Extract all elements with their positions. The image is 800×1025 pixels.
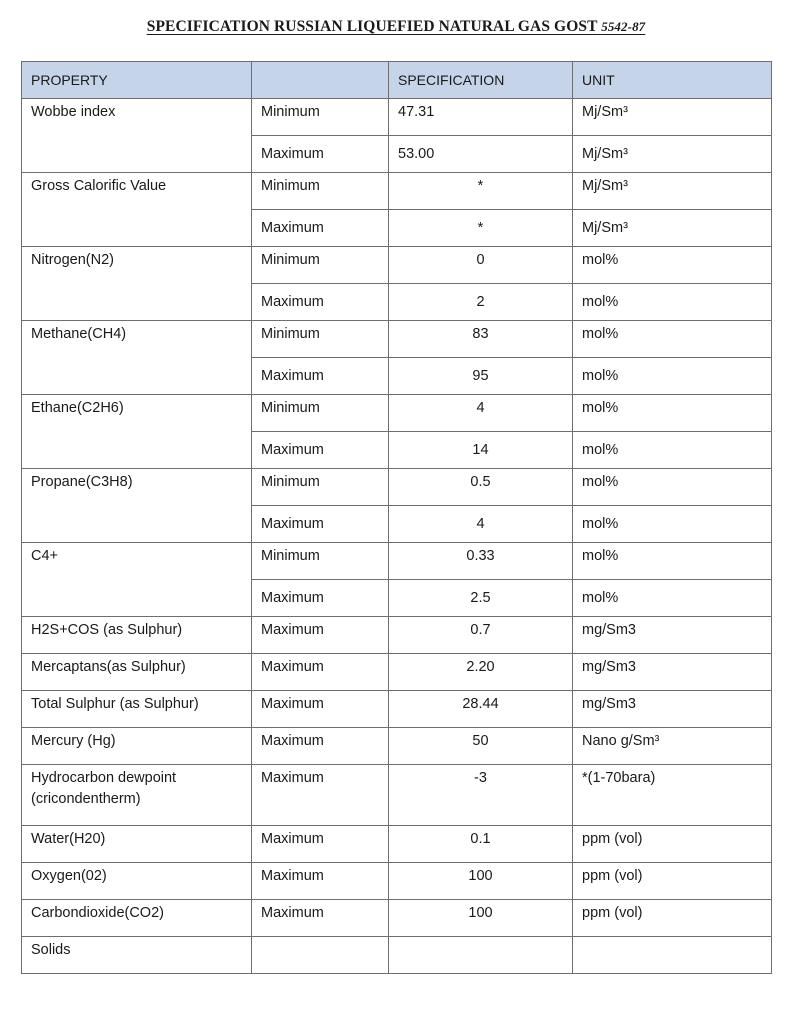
specification-value-cell: 28.44 xyxy=(389,691,573,728)
limit-level-cell: Maximum xyxy=(252,580,389,617)
limit-level-cell: Maximum xyxy=(252,358,389,395)
property-cell: Water(H20) xyxy=(22,826,252,863)
specification-value-cell: 100 xyxy=(389,863,573,900)
unit-cell: mg/Sm3 xyxy=(573,654,772,691)
property-cell: H2S+COS (as Sulphur) xyxy=(22,617,252,654)
specification-value-cell: * xyxy=(389,210,573,247)
table-row xyxy=(22,247,772,284)
specification-value-cell: 4 xyxy=(389,395,573,432)
title-main: SPECIFICATION RUSSIAN LIQUEFIED NATURAL GAS GOST xyxy=(146,18,598,35)
table-row xyxy=(22,765,772,826)
specification-value-cell: 2.5 xyxy=(389,580,573,617)
limit-level-cell: Maximum xyxy=(252,284,389,321)
table-row xyxy=(22,617,772,654)
specification-value-cell: 83 xyxy=(389,321,573,358)
limit-level-cell: Minimum xyxy=(252,247,389,284)
specification-value-cell: 2 xyxy=(389,284,573,321)
table-row xyxy=(22,469,772,506)
unit-cell: mol% xyxy=(573,469,772,506)
specification-value-cell: 53.00 xyxy=(389,136,573,173)
header-property: PROPERTY xyxy=(22,62,252,99)
specification-value-cell: 0.5 xyxy=(389,469,573,506)
limit-level-cell: Maximum xyxy=(252,765,389,826)
limit-level-cell: Maximum xyxy=(252,617,389,654)
limit-level-cell: Minimum xyxy=(252,469,389,506)
unit-cell: mol% xyxy=(573,432,772,469)
specification-value-cell: 0.7 xyxy=(389,617,573,654)
header-level xyxy=(252,62,389,99)
unit-cell: mol% xyxy=(573,506,772,543)
property-cell: Oxygen(02) xyxy=(22,863,252,900)
specification-value-cell: 14 xyxy=(389,432,573,469)
specification-value-cell xyxy=(389,937,573,974)
unit-cell: Mj/Sm³ xyxy=(573,99,772,136)
table-row xyxy=(22,395,772,432)
specification-value-cell: 0 xyxy=(389,247,573,284)
limit-level-cell: Maximum xyxy=(252,728,389,765)
unit-cell: mol% xyxy=(573,395,772,432)
property-cell: Hydrocarbon dewpoint (cricondentherm) xyxy=(22,765,252,826)
unit-cell: ppm (vol) xyxy=(573,826,772,863)
table-row xyxy=(22,99,772,136)
specification-value-cell: 47.31 xyxy=(389,99,573,136)
limit-level-cell: Minimum xyxy=(252,395,389,432)
limit-level-cell: Maximum xyxy=(252,654,389,691)
limit-level-cell: Maximum xyxy=(252,210,389,247)
specification-value-cell: 2.20 xyxy=(389,654,573,691)
unit-cell: mol% xyxy=(573,247,772,284)
table-header-row xyxy=(22,62,772,99)
property-cell: Propane(C3H8) xyxy=(22,469,252,543)
table-row xyxy=(22,691,772,728)
property-cell: C4+ xyxy=(22,543,252,617)
table-row xyxy=(22,937,772,974)
limit-level-cell: Maximum xyxy=(252,506,389,543)
property-cell: Carbondioxide(CO2) xyxy=(22,900,252,937)
table-row xyxy=(22,543,772,580)
header-specification: SPECIFICATION xyxy=(389,62,573,99)
limit-level-cell: Maximum xyxy=(252,136,389,173)
limit-level-cell: Minimum xyxy=(252,543,389,580)
specification-value-cell: 0.1 xyxy=(389,826,573,863)
table-row xyxy=(22,654,772,691)
unit-cell: mg/Sm3 xyxy=(573,617,772,654)
limit-level-cell: Maximum xyxy=(252,863,389,900)
unit-cell: mol% xyxy=(573,543,772,580)
limit-level-cell xyxy=(252,937,389,974)
unit-cell: Mj/Sm³ xyxy=(573,136,772,173)
unit-cell: mol% xyxy=(573,358,772,395)
table-row xyxy=(22,863,772,900)
unit-cell xyxy=(573,937,772,974)
unit-cell: mol% xyxy=(573,284,772,321)
title-standard-number: 5542-87 xyxy=(601,19,646,34)
specification-value-cell: -3 xyxy=(389,765,573,826)
property-cell: Solids xyxy=(22,937,252,974)
unit-cell: Nano g/Sm³ xyxy=(573,728,772,765)
specification-value-cell: 95 xyxy=(389,358,573,395)
limit-level-cell: Maximum xyxy=(252,432,389,469)
limit-level-cell: Maximum xyxy=(252,900,389,937)
unit-cell: Mj/Sm³ xyxy=(573,210,772,247)
specification-value-cell: * xyxy=(389,173,573,210)
document-title xyxy=(0,18,792,36)
limit-level-cell: Minimum xyxy=(252,321,389,358)
property-cell: Mercury (Hg) xyxy=(22,728,252,765)
property-cell: Total Sulphur (as Sulphur) xyxy=(22,691,252,728)
unit-cell: *(1-70bara) xyxy=(573,765,772,826)
table-row xyxy=(22,173,772,210)
table-row xyxy=(22,728,772,765)
limit-level-cell: Maximum xyxy=(252,691,389,728)
unit-cell: mol% xyxy=(573,580,772,617)
unit-cell: mol% xyxy=(573,321,772,358)
specification-table xyxy=(21,61,772,974)
unit-cell: Mj/Sm³ xyxy=(573,173,772,210)
specification-value-cell: 50 xyxy=(389,728,573,765)
specification-value-cell: 0.33 xyxy=(389,543,573,580)
specification-value-cell: 4 xyxy=(389,506,573,543)
property-cell: Gross Calorific Value xyxy=(22,173,252,247)
property-cell: Methane(CH4) xyxy=(22,321,252,395)
table-row xyxy=(22,321,772,358)
limit-level-cell: Minimum xyxy=(252,173,389,210)
unit-cell: ppm (vol) xyxy=(573,900,772,937)
unit-cell: ppm (vol) xyxy=(573,863,772,900)
property-cell: Mercaptans(as Sulphur) xyxy=(22,654,252,691)
header-unit: UNIT xyxy=(573,62,772,99)
table-row xyxy=(22,826,772,863)
table-row xyxy=(22,900,772,937)
property-cell: Ethane(C2H6) xyxy=(22,395,252,469)
unit-cell: mg/Sm3 xyxy=(573,691,772,728)
limit-level-cell: Maximum xyxy=(252,826,389,863)
property-cell: Nitrogen(N2) xyxy=(22,247,252,321)
property-cell: Wobbe index xyxy=(22,99,252,173)
specification-value-cell: 100 xyxy=(389,900,573,937)
table-body xyxy=(22,99,772,974)
limit-level-cell: Minimum xyxy=(252,99,389,136)
